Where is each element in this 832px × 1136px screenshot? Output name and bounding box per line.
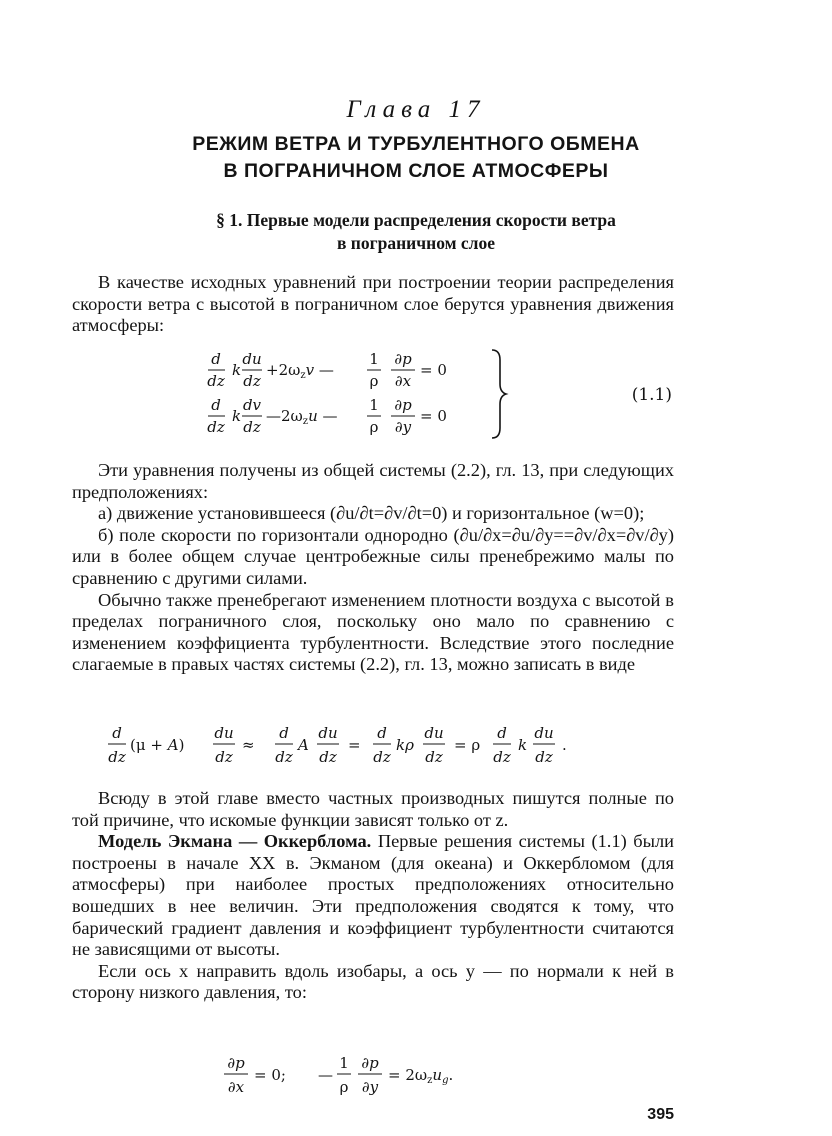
svg-text:1: 1 [339, 1054, 349, 1072]
svg-text:k: k [232, 361, 242, 379]
page-number: 395 [647, 1106, 674, 1123]
svg-text:—2ωzu —: $—2\omega_zu$ — [266, 407, 338, 427]
svg-text:kρ: kρ [396, 736, 414, 754]
assumptions-block [72, 460, 674, 676]
svg-text:k: k [518, 736, 528, 754]
svg-text:d: d [377, 724, 387, 742]
svg-text:d: d [112, 724, 122, 742]
equation-pressure-gradient [218, 1052, 518, 1100]
svg-text:= 0: = 0 [420, 407, 447, 425]
svg-text:(μ + A): (μ + A) [130, 736, 185, 754]
svg-text:dz: dz [207, 372, 225, 390]
svg-text:+2ωzv —: $+2\omega_zv$ — [266, 361, 334, 381]
section-heading [0, 209, 832, 255]
svg-text:dz: dz [319, 748, 337, 766]
svg-text:du: du [214, 724, 234, 742]
svg-text:—: — [318, 1066, 333, 1084]
svg-text:∂x: ∂x [227, 1078, 245, 1096]
svg-text:ρ: ρ [339, 1078, 349, 1096]
paragraph-density: Обычно также пренебрегают изменением плотности воздуха с высотой в пределах пограничного слоя, поскольку оно мало по сравнению с изменением коэффициента турбулентности. Вследствие этого последние слагаемые в правых частях системы (2.2), гл. 13, можно записать в виде [72, 589, 674, 675]
svg-text:∂p: ∂p [227, 1054, 245, 1072]
svg-text:du: du [318, 724, 338, 742]
paragraph-partial: Всюду в этой главе вместо частных производных пишутся полные по той причине, что искомые функции зависят только от z. [72, 788, 674, 830]
svg-text:∂p: ∂p [394, 350, 412, 368]
svg-text:= ρ: = ρ [454, 736, 481, 754]
svg-text:dz: dz [373, 748, 391, 766]
svg-text:dz: dz [243, 418, 261, 436]
svg-text:= 0;: = 0; [254, 1066, 286, 1084]
equation-turbulent-stress [100, 722, 640, 770]
svg-text:k: k [232, 407, 242, 425]
svg-text:= 0: = 0 [420, 361, 447, 379]
svg-text:∂y: ∂y [361, 1078, 379, 1096]
svg-text:1: 1 [369, 350, 379, 368]
chapter-heading: Глава 17 [346, 96, 486, 123]
svg-text:1: 1 [369, 396, 379, 414]
paragraph-assumptions: Эти уравнения получены из общей системы (2.2), гл. 13, при следующих предположениях: [72, 460, 674, 502]
assumption-b: б) поле скорости по горизонтали однородно (∂u/∂x=∂u/∂y==∂v/∂x=∂v/∂y) или в более общем случае центробежные силы пренебрежимо малы по сравнению с другими силами. [72, 524, 674, 588]
svg-text:d: d [497, 724, 507, 742]
ekman-heading: Модель Экмана — Оккерблома. [98, 831, 372, 852]
chapter-title-line-2: В ПОГРАНИЧНОМ СЛОЕ АТМОСФЕРЫ [223, 160, 609, 182]
svg-text:du: du [424, 724, 444, 742]
svg-text:dz: dz [108, 748, 126, 766]
svg-text:ρ: ρ [369, 372, 379, 390]
svg-text:du: du [534, 724, 554, 742]
equation-label: (1.1) [631, 385, 672, 405]
svg-text:dz: dz [207, 418, 225, 436]
equation-system-1-1 [200, 346, 680, 442]
svg-text:d: d [211, 350, 221, 368]
paragraph-intro: В качестве исходных уравнений при построении теории распределения скорости ветра с высотой в пограничном слое берутся уравнения движения атмосферы: [72, 272, 674, 336]
paragraph-ekman [72, 831, 674, 961]
svg-text:du: du [242, 350, 262, 368]
svg-text:ρ: ρ [369, 418, 379, 436]
svg-text:= 2ωzug.: = $2\omega_zu_g$. [388, 1066, 454, 1086]
ekman-text: Первые решения системы (1.1) были построены в начале XX в. Экманом (для океана) и Оккербломом (для атмосферы) при наиболее простых предположениях относительно вошедших в нее величин. Эти предположения сводятся к тому, что барический градиент давления и коэффициент турбулентности считаются не зависящими от высоты. [72, 831, 674, 960]
assumption-a: а) движение установившееся (∂u/∂t=∂v/∂t=0) и горизонтальное (w=0); [98, 503, 645, 524]
svg-text:=: = [348, 736, 361, 754]
section-heading-line-2: в пограничном слое [336, 233, 496, 253]
svg-text:A: A [298, 736, 309, 754]
svg-text:≈: ≈ [242, 736, 255, 754]
section-heading-line-1: § 1. Первые модели распределения скорости ветра [216, 210, 616, 230]
svg-text:d: d [211, 396, 221, 414]
svg-text:dz: dz [275, 748, 293, 766]
svg-text:dz: dz [535, 748, 553, 766]
svg-text:dz: dz [425, 748, 443, 766]
svg-text:dz: dz [243, 372, 261, 390]
paragraph-axis: Если ось x направить вдоль изобары, а ось y — по нормали к ней в сторону низкого давления, то: [72, 960, 674, 1003]
ekman-block [72, 788, 674, 1004]
chapter-title-line-1: РЕЖИМ ВЕТРА И ТУРБУЛЕНТНОГО ОБМЕНА [192, 133, 640, 155]
chapter-title [0, 131, 832, 185]
svg-text:dv: dv [242, 396, 262, 414]
svg-text:dz: dz [215, 748, 233, 766]
svg-text:∂x: ∂x [394, 372, 412, 390]
svg-text:∂p: ∂p [394, 396, 412, 414]
svg-text:.: . [562, 736, 567, 754]
svg-text:∂p: ∂p [361, 1054, 379, 1072]
svg-text:dz: dz [493, 748, 511, 766]
svg-text:d: d [279, 724, 289, 742]
svg-text:∂y: ∂y [394, 418, 412, 436]
